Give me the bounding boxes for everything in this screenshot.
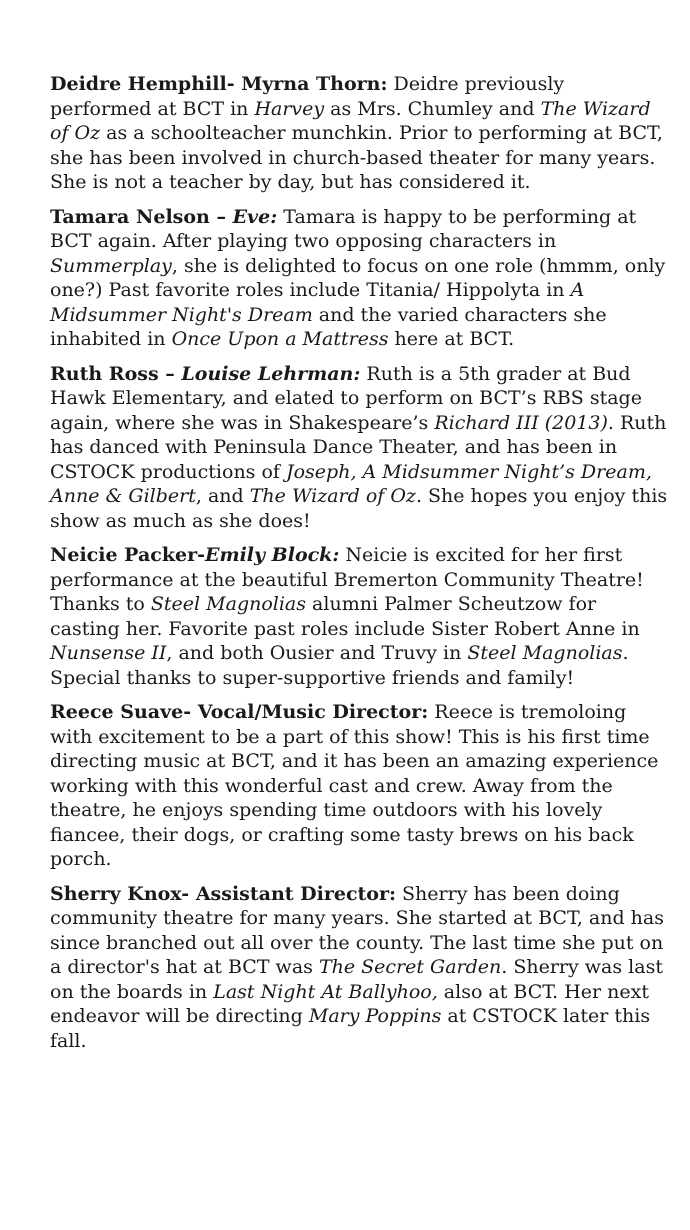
bio-text: as a schoolteacher munchkin. Prior to performing at BCT, she has been involved in church-based theater for many years. She is not a teacher by day, but has considered it. — [50, 122, 663, 193]
bio-text: and the varied characters she inhabited in — [50, 303, 607, 350]
bio-text: , she is delighted to focus on one role (hmmm, only one?) Past favorite roles include Titania/ Hippolyta in — [50, 254, 666, 301]
bio-separator: – — [209, 205, 233, 228]
bio-paragraph — [50, 543, 668, 690]
bio-separator: – — [158, 362, 182, 385]
bio-title-italic: Harvey — [254, 97, 325, 120]
bio-text: Ruth is a 5th grader at Bud Hawk Elementary, and elated to perform on BCT’s RBS stage again, where she was in Shakespeare’s — [50, 362, 642, 434]
bio-title-italic: Steel Magnolias — [467, 642, 623, 664]
bio-title-italic: The Wizard of Oz — [50, 97, 651, 144]
bio-separator: - — [226, 73, 242, 95]
bio-role-name: Emily Block: — [204, 544, 340, 566]
bio-title-italic: Steel Magnolias — [150, 593, 307, 615]
bio-page — [50, 72, 668, 1063]
bio-paragraph — [50, 72, 668, 195]
bio-person-name: Ruth Ross — [50, 362, 159, 385]
bio-text: also at BCT. Her next endeavor will be directing — [50, 980, 650, 1027]
bio-title-italic: Richard III (2013) — [434, 411, 608, 434]
bio-text: at CSTOCK later this fall. — [50, 1005, 651, 1052]
bio-title-italic: Nunsense II — [50, 642, 167, 664]
bio-text: Tamara is happy to be performing at BCT again. After playing two opposing characters in — [50, 205, 637, 252]
bio-text: . She hopes you enjoy this show as much as she does! — [50, 485, 668, 532]
bio-title-italic: The Wizard of Oz — [249, 485, 416, 507]
bio-role-name: Myrna Thorn: — [241, 73, 388, 95]
bio-title-italic: Joseph, A Midsummer Night’s Dream, Anne & Gilbert — [50, 460, 652, 507]
bio-role-name: Eve: — [232, 205, 278, 228]
bio-text: Sherry has been doing community theatre for many years. She started at BCT, and has since branched out all over the county. The last time she put on a director's hat at BCT was — [50, 882, 664, 978]
bio-title-italic: Last Night At Ballyhoo, — [213, 980, 438, 1003]
bio-role-name: Assistant Director: — [195, 882, 396, 905]
bio-text: alumni Palmer Scheutzow for casting her. Favorite past roles include Sister Robert Anne in — [50, 593, 640, 640]
bio-role-name: Vocal/Music Director: — [197, 701, 429, 723]
bio-separator: - — [183, 701, 198, 723]
bio-person-name: Sherry Knox — [50, 882, 182, 905]
bio-title-italic: Once Upon a Mattress — [171, 328, 389, 350]
bio-title-italic: A Midsummer Night's Dream — [50, 279, 585, 326]
bio-separator: - — [197, 544, 205, 566]
bio-person-name: Deidre Hemphill — [50, 73, 227, 95]
bio-title-italic: The Secret Garden — [318, 956, 502, 978]
bio-person-name: Tamara Nelson — [50, 205, 210, 228]
bio-paragraph — [50, 362, 668, 534]
bio-text: , and both Ousier and Truvy in — [166, 642, 468, 664]
bio-paragraph — [50, 700, 668, 872]
bio-text: Neicie is excited for her first performance at the beautiful Bremerton Community Theatre! Thanks to — [50, 544, 644, 615]
bio-text: . Ruth has danced with Peninsula Dance Theater, and has been in CSTOCK productions of — [50, 411, 667, 483]
bio-text: Deidre previously performed at BCT in — [50, 73, 565, 120]
bio-title-italic: Mary Poppins — [308, 1005, 442, 1027]
bio-text: . Special thanks to super-supportive friends and family! — [50, 642, 629, 689]
bio-paragraph — [50, 205, 668, 352]
bio-text: Reece is tremoloing with excitement to be a part of this show! This is his first time directing music at BCT, and it has been an amazing experience working with this wonderful cast and crew. Away from the theatre, he enjoys spending time outdoors with his lovely fiancee, their dogs, or crafting some tasty brews on his back porch. — [50, 701, 659, 870]
bio-paragraph — [50, 882, 668, 1054]
bio-title-italic: Summerplay — [50, 254, 172, 277]
bio-separator: - — [181, 882, 196, 905]
bio-text: , and — [195, 485, 250, 507]
bio-text: . Sherry was last on the boards in — [50, 956, 663, 1003]
bio-text: here at BCT. — [388, 328, 515, 350]
bio-person-name: Neicie Packer — [50, 544, 198, 566]
bio-text: as Mrs. Chumley and — [324, 97, 541, 120]
bio-role-name: Louise Lehrman: — [181, 362, 361, 385]
bio-person-name: Reece Suave — [50, 701, 184, 723]
